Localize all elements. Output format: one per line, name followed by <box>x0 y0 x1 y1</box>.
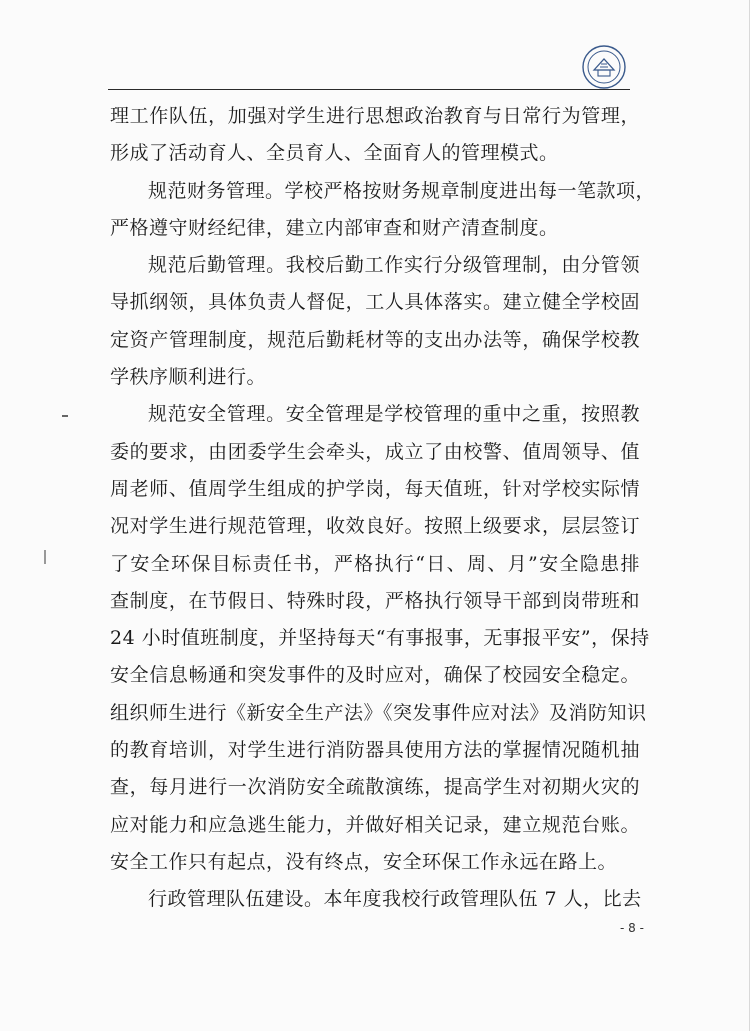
text-line: 组织师生进行《新安全生产法》《突发事件应对法》及消防知识 <box>110 701 647 724</box>
text-line: 学秩序顺利进行。 <box>110 366 267 389</box>
text-line: 安全信息畅通和突发事件的及时应对，确保了校园安全稳定。 <box>110 664 640 687</box>
scan-speck <box>44 550 46 564</box>
text-line: 24 小时值班制度，并坚持每天“有事报事，无事报平安”，保持 <box>110 627 650 650</box>
scan-speck <box>62 415 68 417</box>
paragraph-logistics: 规范后勤管理。我校后勤工作实行分级管理制，由分管领 <box>148 254 640 277</box>
paragraph-finance: 规范财务管理。学校严格按财务规章制度进出每一笔款项， <box>148 179 656 202</box>
paragraph-admin-team: 行政管理队伍建设。本年度我校行政管理队伍 7 人，比去 <box>148 888 642 911</box>
header-rule <box>108 89 630 90</box>
text-line: 定资产管理制度，规范后勤耗材等的支出办法等，确保学校教 <box>110 328 640 351</box>
paragraph-safety: 规范安全管理。安全管理是学校管理的重中之重，按照教 <box>148 403 640 426</box>
body-text <box>110 101 656 922</box>
text-line: 的教育培训，对学生进行消防器具使用方法的掌握情况随机抽 <box>110 739 640 762</box>
text-line: 应对能力和应急逃生能力，并做好相关记录，建立规范台账。 <box>110 813 640 836</box>
text-line: 安全工作只有起点，没有终点，安全环保工作永远在路上。 <box>110 850 618 873</box>
text-line: 委的要求，由团委学生会牵头，成立了由校警、值周领导、值 <box>110 440 640 463</box>
text-line: 查，每月进行一次消防安全疏散演练，提高学生对初期火灾的 <box>110 776 640 799</box>
text-line: 形成了活动育人、全员育人、全面育人的管理模式。 <box>110 142 559 165</box>
text-line: 周老师、值周学生组成的护学岗，每天值班，针对学校实际情 <box>110 477 640 500</box>
text-line: 理工作队伍，加强对学生进行思想政治教育与日常行为管理， <box>110 105 640 127</box>
text-line: 查制度，在节假日、特殊时段，严格执行领导干部到岗带班和 <box>110 589 640 612</box>
text-line: 严格遵守财经纪律，建立内部审查和财产清查制度。 <box>110 216 559 239</box>
text-line: 了安全环保目标责任书，严格执行“日、周、月”安全隐患排 <box>110 552 640 575</box>
text-line: 况对学生进行规范管理，收效良好。按照上级要求，层层签订 <box>110 515 640 538</box>
text-line: 导抓纲领，具体负责人督促，工人具体落实。建立健全学校固 <box>110 291 640 314</box>
school-emblem-icon <box>581 44 627 90</box>
page-number: - 8 - <box>620 921 644 935</box>
